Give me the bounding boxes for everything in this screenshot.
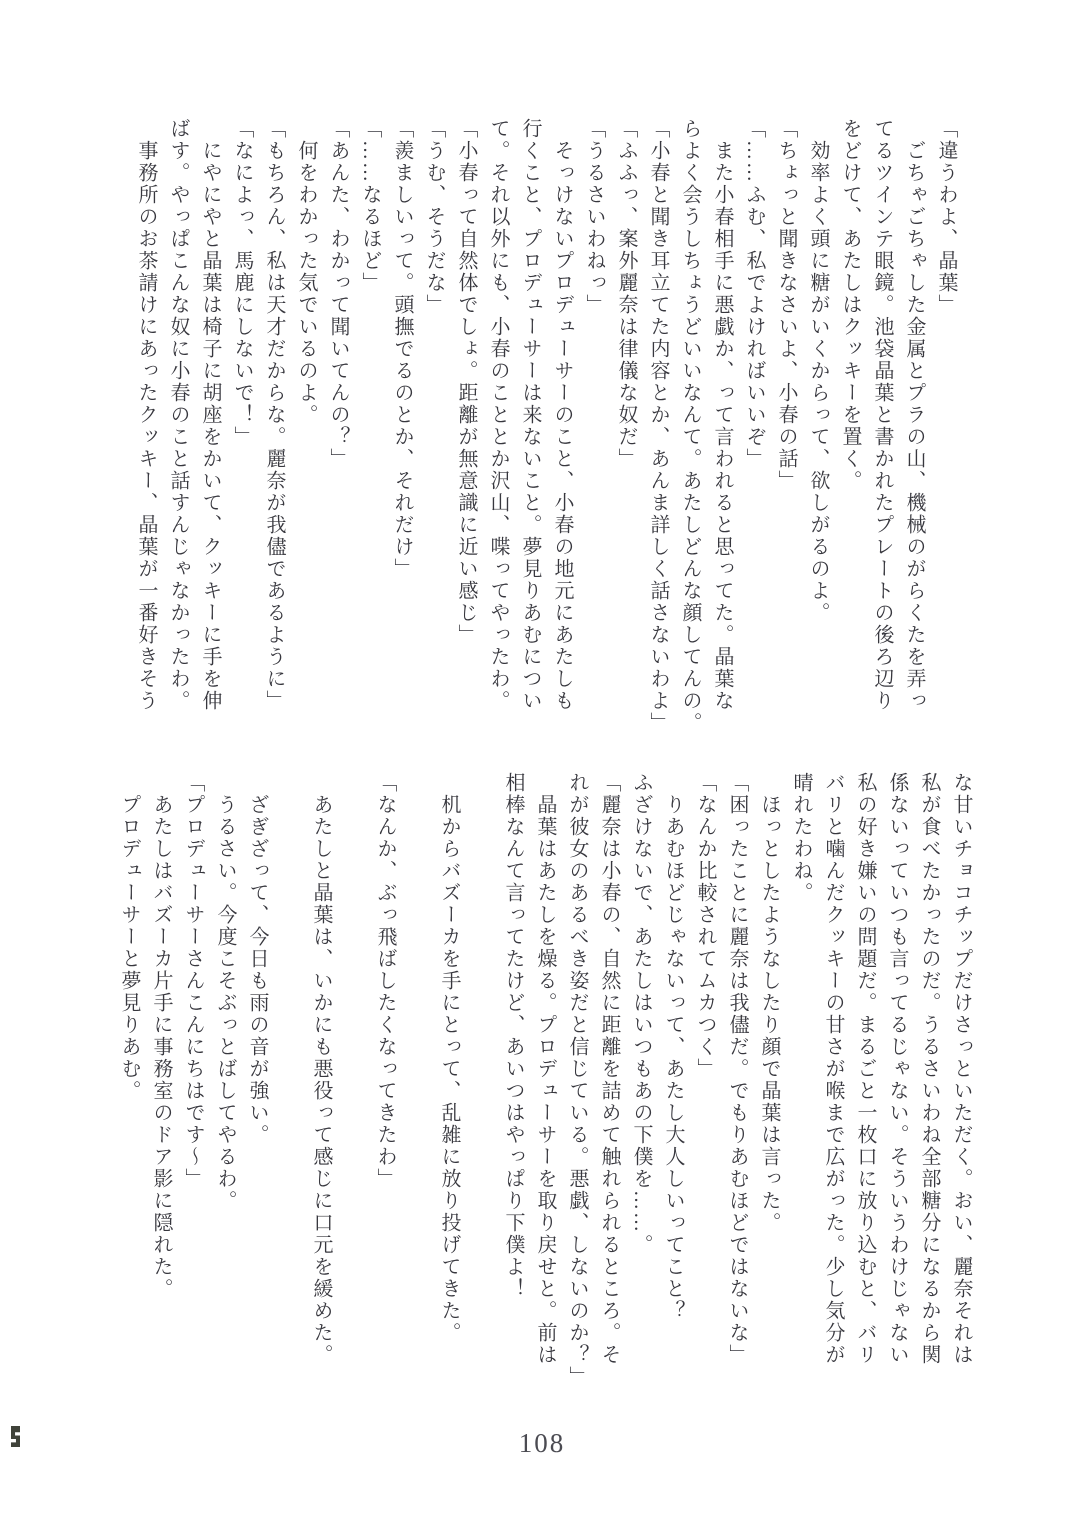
text-column: 「もちろん、私は天才だからな。麗奈が我儘であるように」 (263, 118, 285, 712)
page-number: 108 (518, 1428, 566, 1458)
text-column: 行くこと、プロデューサーは来ないこと。夢見りあむについ (519, 118, 541, 712)
text-column: 「違うわよ、晶葉」 (935, 118, 957, 316)
text-column: てるツインテ眼鏡。池袋晶葉と書かれたプレートの後ろ辺り (871, 118, 893, 712)
text-column: そっけないプロデューサーのこと、小春の地元にあたしも (551, 140, 573, 712)
text-column: 「うむ、そうだな」 (423, 118, 445, 316)
text-column: 「プロデューサーさんこんにちはです〜」 (182, 772, 204, 1190)
text-column: 効率よく頭に糖がいくからって、欲しがるのよ。 (807, 140, 829, 624)
text-column: にやにやと晶葉は椅子に胡座をかいて、クッキーに手を伸 (199, 140, 221, 712)
text-column: 「羨ましいって。頭撫でるのとか、それだけ」 (391, 118, 413, 580)
text-column: また小春相手に悪戯か、って言われると思ってた。晶葉な (711, 140, 733, 712)
text-column: 「なんか、ぶっ飛ばしたくなってきたわ」 (374, 772, 396, 1190)
text-block-top (130, 118, 962, 746)
text-column: 「なによっ、馬鹿にしないで！」 (231, 118, 253, 448)
text-column: 「小春って自然体でしょ。距離が無意識に近い感じ」 (455, 118, 477, 646)
text-column: あたしはバズーカ片手に事務室のドア影に隠れた。 (150, 794, 172, 1300)
text-column: うるさい。今度こそぶっとばしてやるわ。 (214, 794, 236, 1212)
text-column: 「なんか比較されてムカつく」 (694, 772, 716, 1080)
text-column: をどけて、あたしはクッキーを置く。 (839, 118, 861, 492)
text-column: 係ないっていつも言ってるじゃない。そういうわけじゃない (886, 772, 908, 1366)
text-column: 「ふふっ、案外麗奈は律儀な奴だ」 (615, 118, 637, 470)
text-column: ばす。やっぱこんな奴に小春のこと話すんじゃなかったわ。 (167, 118, 189, 712)
text-column: 晴れたわね。 (790, 772, 812, 904)
text-column: 「……ふむ、私でよければいいぞ」 (743, 118, 765, 470)
text-column: 「……なるほど」 (359, 118, 381, 294)
text-column: 私が食べたかったのだ。うるさいわね全部糖分になるから関 (918, 772, 940, 1366)
text-column: 「うるさいわねっ」 (583, 118, 605, 316)
text-column: れが彼女のあるべき姿だと信じている。悪戯、しないのか？」 (566, 772, 588, 1388)
text-column: らよく会うしちょうどいいなんて。あたしどんな顔してんの。 (679, 118, 701, 734)
text-column: ごちゃごちゃした金属とプラの山、機械のがらくたを弄っ (903, 140, 925, 712)
text-column: 私の好き嫌いの問題だ。まるごと一枚口に放り込むと、バリ (854, 772, 876, 1366)
text-column: て。それ以外にも、小春のこととか沢山、喋ってやったわ。 (487, 118, 509, 712)
text-column: あたしと晶葉は、いかにも悪役って感じに口元を緩めた。 (310, 794, 332, 1366)
text-column: 晶葉はあたしを燥る。プロデューサーを取り戻せと。前は (534, 794, 556, 1366)
text-column: ざぎざって、今日も雨の音が強い。 (246, 794, 268, 1146)
text-column: 相棒なんて言ってたけど、あいつはやっぱり下僕よ！ (502, 772, 524, 1300)
text-column: ふざけないで、あたしはいつもあの下僕を……。 (630, 772, 652, 1256)
text-column: ほっとしたようなしたり顔で晶葉は言った。 (758, 794, 780, 1234)
text-column: 何をわかった気でいるのよ。 (295, 140, 317, 426)
text-column: 「麗奈は小春の、自然に距離を詰めて触れられるところ。そ (598, 772, 620, 1366)
text-column: 「あんた、わかって聞いてんの？」 (327, 118, 349, 470)
text-column: りあむほどじゃないって、あたし大人しいってこと？ (662, 794, 684, 1322)
text-column: バリと噛んだクッキーの甘さが喉まで広がった。少し気分が (822, 772, 844, 1366)
text-column: 「ちょっと聞きなさいよ、小春の話」 (775, 118, 797, 492)
text-column: プロデューサーと夢見りあむ。 (118, 794, 140, 1102)
text-column: 事務所のお茶請けにあったクッキー、晶葉が一番好きそう (135, 140, 157, 712)
text-column: 「小春と聞き耳立てた内容とか、あんま詳しく話さないわよ」 (647, 118, 669, 734)
text-column: 「困ったことに麗奈は我儘だ。でもりあむほどではないな」 (726, 772, 748, 1366)
edge-printer-mark (11, 1426, 20, 1447)
text-block-bottom (113, 772, 977, 1408)
text-column: な甘いチョコチップだけさっといただく。おい、麗奈それは (950, 772, 972, 1366)
text-column: 机からバズーカを手にとって、乱雑に放り投げてきた。 (438, 794, 460, 1344)
